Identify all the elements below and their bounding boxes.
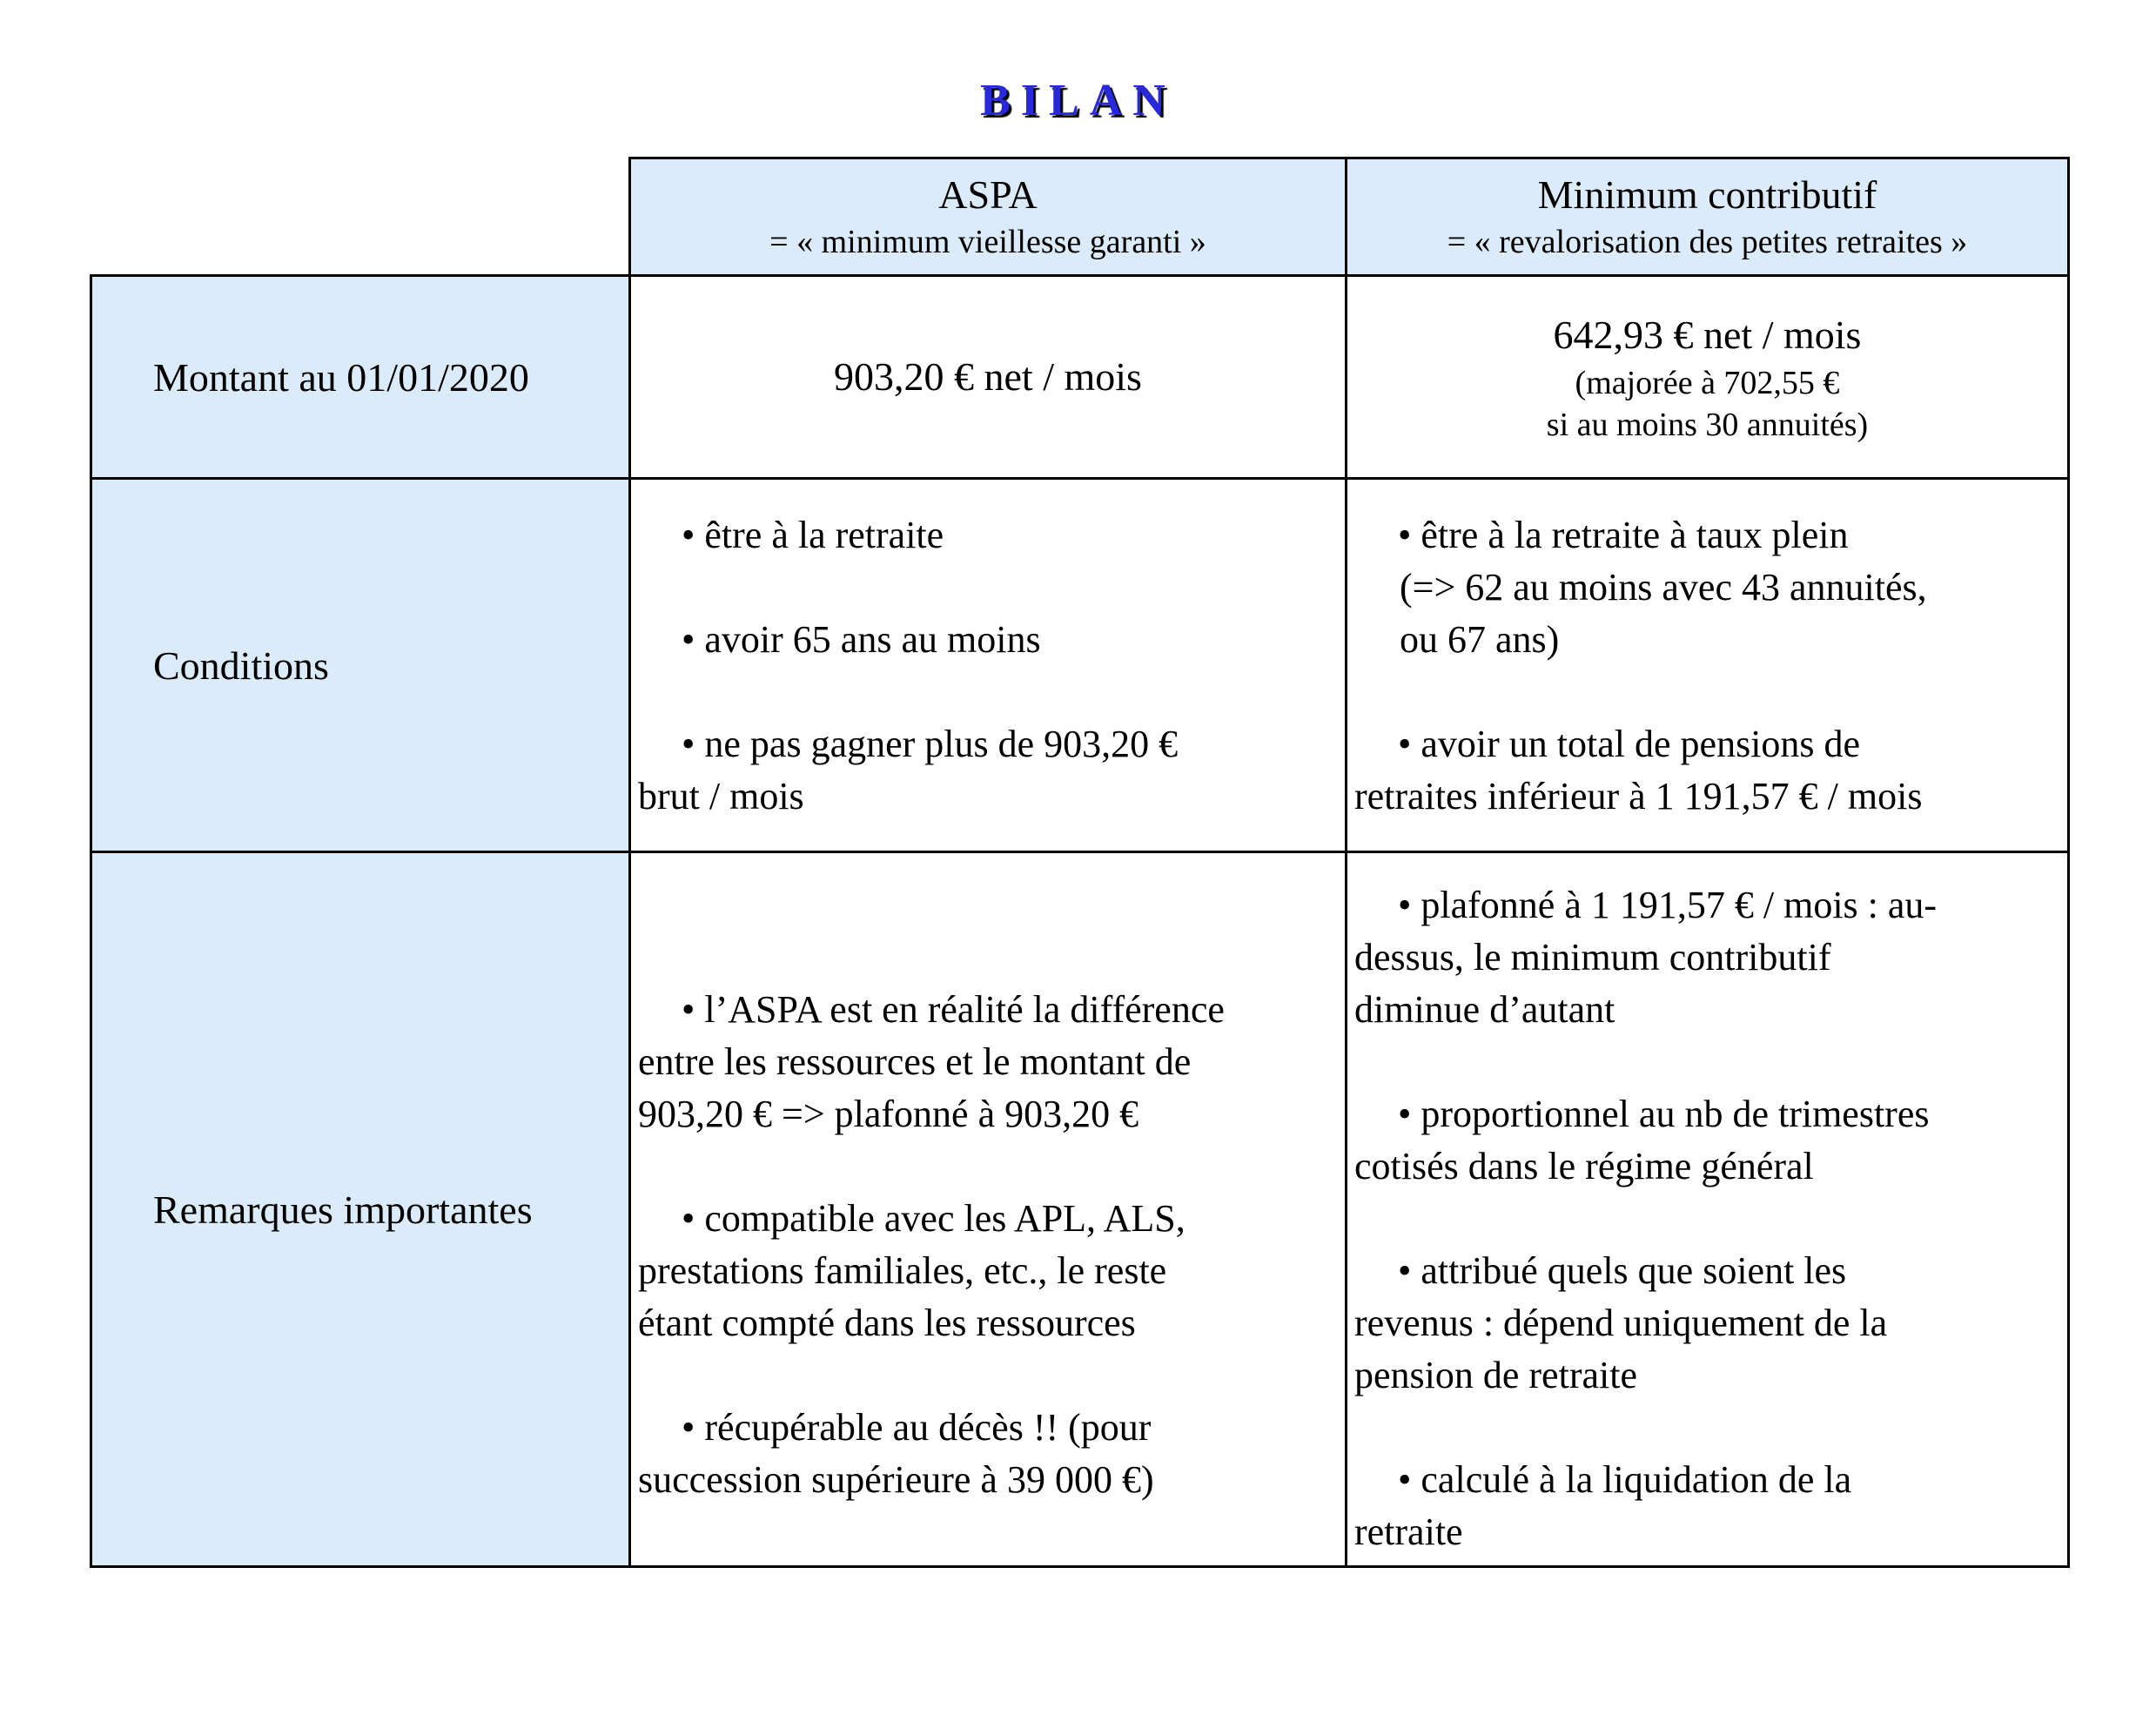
table-row-remarques bbox=[91, 852, 2069, 1567]
blank-line bbox=[1354, 1193, 2059, 1245]
column-header-minimum-contributif bbox=[1347, 158, 2069, 276]
text-line: pension de retraite bbox=[1354, 1354, 1637, 1396]
text-line: étant compté dans les ressources bbox=[638, 1302, 1136, 1344]
text-line: succession supérieure à 39 000 €) bbox=[638, 1458, 1154, 1501]
text-line: (majorée à 702,55 € bbox=[1575, 365, 1840, 401]
text-line: brut / mois bbox=[638, 775, 804, 817]
row-label-remarques: Remarques importantes bbox=[91, 852, 630, 1567]
text-line: dessus, le minimum contributif bbox=[1354, 936, 1831, 979]
text-line: 903,20 € => plafonné à 903,20 € bbox=[638, 1093, 1139, 1135]
column-title-aspa: ASPA bbox=[938, 172, 1038, 217]
text-line: diminue d’autant bbox=[1354, 988, 1615, 1031]
text-line: • être à la retraite à taux plein bbox=[1398, 514, 1849, 556]
text-line: • compatible avec les APL, ALS, bbox=[682, 1197, 1185, 1240]
cell-montant-minimum-contributif bbox=[1347, 276, 2069, 479]
header-row bbox=[91, 158, 2069, 276]
text-line: prestations familiales, etc., le reste bbox=[638, 1249, 1167, 1292]
blank-line bbox=[638, 1140, 1336, 1193]
text-line: • ne pas gagner plus de 903,20 € bbox=[682, 723, 1179, 765]
blank-line bbox=[638, 666, 1336, 718]
text-line: 642,93 € net / mois bbox=[1553, 313, 1862, 357]
column-title-minimum-contributif: Minimum contributif bbox=[1537, 172, 1877, 217]
text-line: • avoir un total de pensions de bbox=[1398, 723, 1861, 765]
text-line: • récupérable au décès !! (pour bbox=[682, 1406, 1152, 1449]
row-label-conditions: Conditions bbox=[91, 479, 630, 852]
blank-line bbox=[638, 1349, 1336, 1402]
cell-remarques-aspa bbox=[630, 852, 1347, 1567]
empty-corner-cell bbox=[91, 158, 630, 276]
text-line: retraites inférieur à 1 191,57 € / mois bbox=[1354, 775, 1923, 817]
text-line: cotisés dans le régime général bbox=[1354, 1145, 1814, 1187]
row-label-montant: Montant au 01/01/2020 bbox=[91, 276, 630, 479]
page-title: BILAN bbox=[980, 76, 1176, 125]
cell-conditions-minimum-contributif bbox=[1347, 479, 2069, 852]
text-line: • avoir 65 ans au moins bbox=[682, 618, 1041, 661]
text-line: • attribué quels que soient les bbox=[1398, 1249, 1847, 1292]
blank-line bbox=[1354, 1402, 2059, 1454]
blank-line bbox=[638, 562, 1336, 614]
text-line: si au moins 30 annuités) bbox=[1546, 407, 1869, 443]
text-line: revenus : dépend uniquement de la bbox=[1354, 1302, 1888, 1344]
column-header-aspa bbox=[630, 158, 1347, 276]
table-row-conditions bbox=[91, 479, 2069, 852]
column-subtitle-aspa: = « minimum vieillesse garanti » bbox=[769, 224, 1206, 260]
bilan-comparison-table bbox=[90, 157, 2070, 1568]
text-line: ou 67 ans) bbox=[1400, 618, 1560, 661]
blank-line bbox=[1354, 666, 2059, 718]
text-line: • proportionnel au nb de trimestres bbox=[1398, 1093, 1930, 1135]
blank-line bbox=[638, 879, 1336, 932]
blank-line bbox=[1354, 1036, 2059, 1088]
cell-remarques-minimum-contributif bbox=[1347, 852, 2069, 1567]
text-line: entre les ressources et le montant de bbox=[638, 1040, 1192, 1083]
text-line: 903,20 € net / mois bbox=[834, 354, 1142, 399]
column-subtitle-minimum-contributif: = « revalorisation des petites retraites » bbox=[1447, 224, 1968, 260]
cell-conditions-aspa bbox=[630, 479, 1347, 852]
text-line: (=> 62 au moins avec 43 annuités, bbox=[1400, 566, 1927, 609]
cell-montant-aspa bbox=[630, 276, 1347, 479]
text-line: • être à la retraite bbox=[682, 514, 944, 556]
text-line: • plafonné à 1 191,57 € / mois : au- bbox=[1398, 884, 1938, 926]
text-line: • l’ASPA est en réalité la différence bbox=[682, 988, 1225, 1031]
text-line: • calculé à la liquidation de la bbox=[1398, 1458, 1852, 1501]
blank-line bbox=[638, 932, 1336, 984]
table-row-montant bbox=[91, 276, 2069, 479]
text-line: retraite bbox=[1354, 1510, 1463, 1553]
